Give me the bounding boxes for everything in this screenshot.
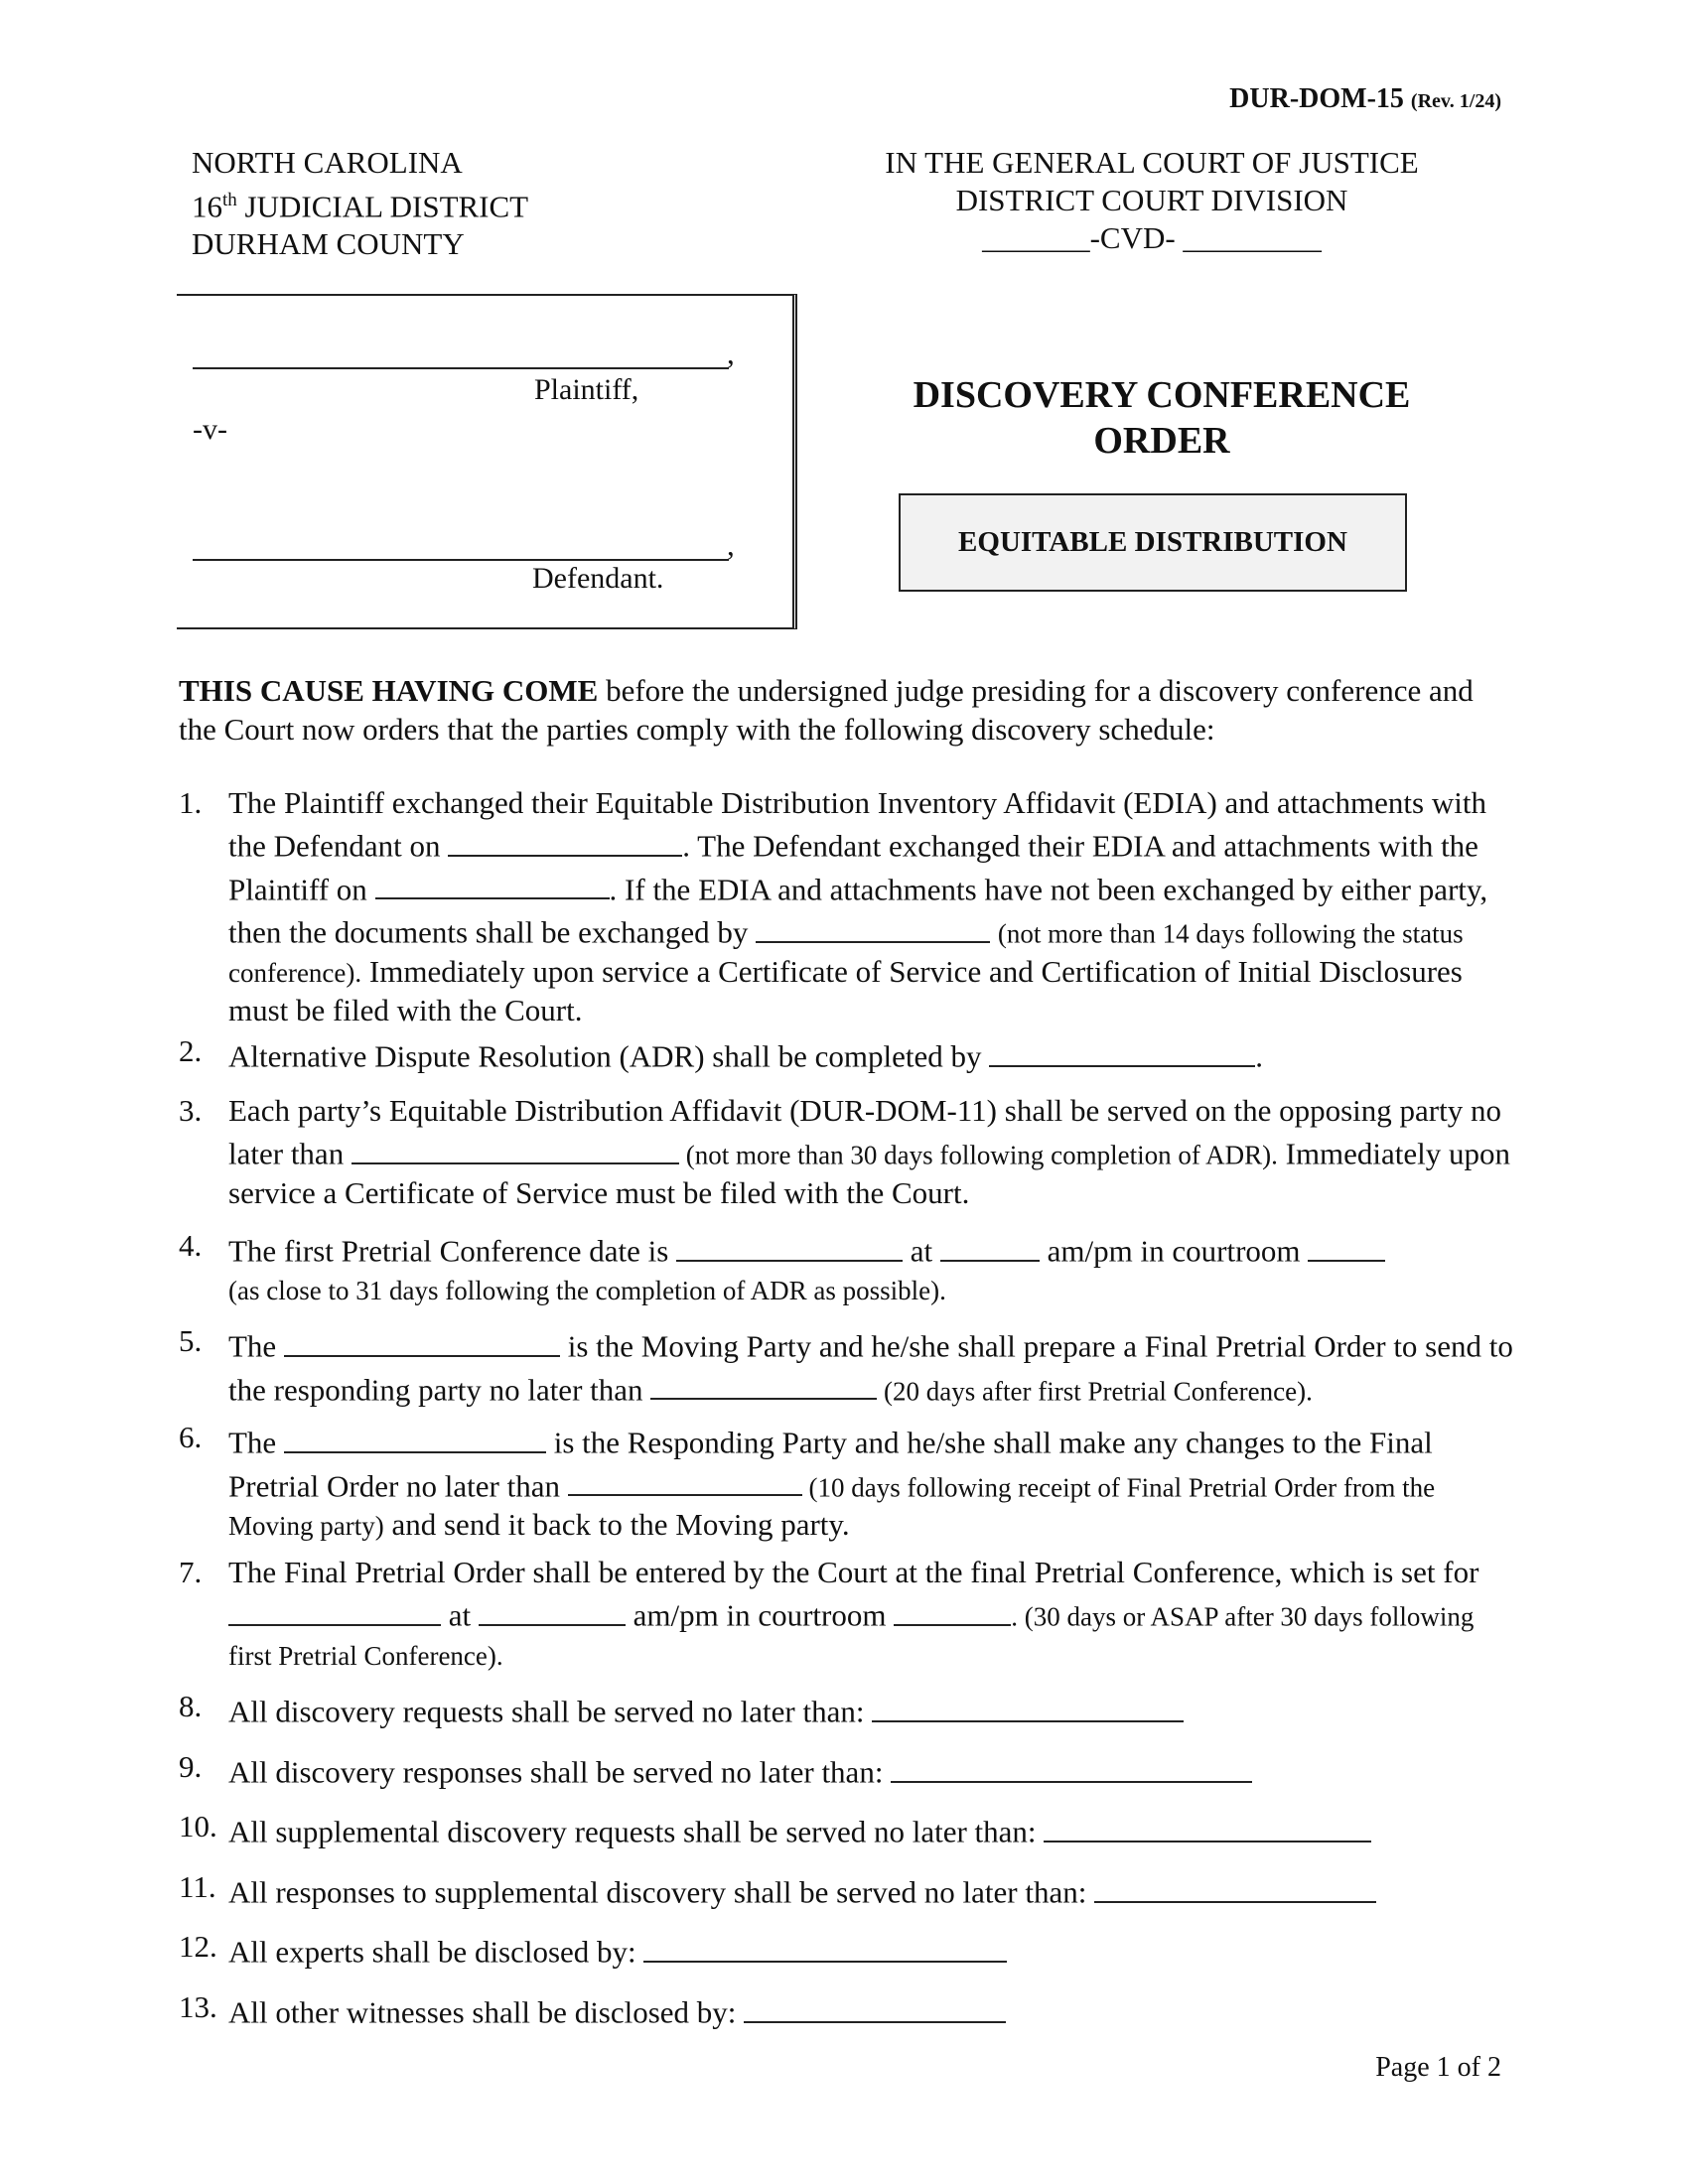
court-line: IN THE GENERAL COURT OF JUSTICE: [885, 145, 1419, 180]
pretrial-date-blank[interactable]: [676, 1227, 903, 1262]
title-line-1: DISCOVERY CONFERENCE: [913, 374, 1411, 416]
item-number: 2.: [179, 1033, 203, 1068]
list-item: [179, 1688, 1514, 1731]
item-number: 1.: [179, 785, 203, 820]
list-item: [179, 1032, 1514, 1076]
item-text: Alternative Dispute Resolution (ADR) shall be completed by: [228, 1038, 990, 1074]
page-number: Page 1 of 2: [1375, 2052, 1501, 2083]
item-text: All experts shall be disclosed by:: [228, 1934, 644, 1970]
defendant-comma: ,: [727, 527, 735, 562]
court-location-header: [192, 144, 528, 263]
item-number: 13.: [179, 1989, 217, 2024]
supplemental-responses-date-blank[interactable]: [1094, 1868, 1376, 1903]
affidavit-date-blank[interactable]: [352, 1130, 679, 1164]
district-ordinal: th: [222, 190, 237, 210]
final-order-changes-date-blank[interactable]: [568, 1462, 802, 1497]
item-text: Immediately upon service a Certificate of Service and Certification of Initial Disclosures must be filed with the Court.: [228, 953, 1463, 1027]
item-text: The Plaintiff exchanged their Equitable Distribution Inventory Affidavit (EDIA) and attachments with the Defendant on: [228, 785, 1486, 864]
final-pretrial-time-blank[interactable]: [479, 1591, 626, 1626]
court-division-header: [794, 144, 1509, 257]
list-item: [179, 1868, 1514, 1912]
list-item: [179, 1419, 1514, 1545]
intro-paragraph: [179, 671, 1514, 749]
intro-bold: THIS CAUSE HAVING COME: [179, 673, 599, 708]
list-item: [179, 1322, 1514, 1410]
item-text: All responses to supplemental discovery shall be served no later than:: [228, 1874, 1095, 1910]
item-number: 4.: [179, 1228, 203, 1263]
final-pretrial-courtroom-blank[interactable]: [894, 1591, 1011, 1626]
district-line: [192, 182, 528, 225]
experts-date-blank[interactable]: [643, 1928, 1007, 1963]
item-text: All discovery requests shall be served no later than:: [228, 1694, 873, 1729]
pretrial-time-blank[interactable]: [940, 1227, 1040, 1262]
item-note: (as close to 31 days following the completion of ADR as possible).: [228, 1275, 946, 1305]
discovery-responses-date-blank[interactable]: [891, 1748, 1252, 1783]
plaintiff-label: Plaintiff,: [534, 373, 639, 406]
item-note: (20 days after first Pretrial Conference).: [877, 1376, 1313, 1407]
item-text: All supplemental discovery requests shall be served no later than:: [228, 1814, 1045, 1849]
pretrial-courtroom-blank[interactable]: [1308, 1227, 1385, 1262]
item-number: 11.: [179, 1869, 216, 1904]
case-caption-box: [177, 294, 797, 629]
adr-date-blank[interactable]: [989, 1032, 1255, 1067]
list-item: [179, 1227, 1514, 1309]
item-text: Immediately upon service a Certificate of Service must be filed with the Court.: [228, 1136, 1511, 1210]
supplemental-requests-date-blank[interactable]: [1044, 1808, 1371, 1843]
list-item: [179, 1554, 1514, 1675]
item-number: 3.: [179, 1093, 203, 1128]
list-item: [179, 784, 1514, 1029]
list-item: [179, 1808, 1514, 1851]
district-label: JUDICIAL DISTRICT: [236, 189, 529, 224]
defendant-name-line[interactable]: [193, 559, 729, 561]
county-line: DURHAM COUNTY: [192, 226, 465, 262]
discovery-requests-date-blank[interactable]: [872, 1688, 1184, 1722]
case-number-line[interactable]: _______-CVD- _________: [982, 220, 1322, 255]
item-number: 10.: [179, 1809, 217, 1843]
witnesses-date-blank[interactable]: [744, 1988, 1006, 2023]
final-order-send-date-blank[interactable]: [650, 1366, 877, 1401]
list-item: [179, 1748, 1514, 1792]
item-number: 5.: [179, 1323, 203, 1358]
list-item: [179, 1092, 1514, 1212]
list-item: [179, 1928, 1514, 1972]
form-revision: (Rev. 1/24): [1410, 90, 1501, 112]
item-text: and send it back to the Moving party.: [383, 1507, 850, 1543]
form-code: [1229, 83, 1501, 115]
division-line: DISTRICT COURT DIVISION: [955, 183, 1348, 217]
item-text: at: [441, 1597, 479, 1633]
item-number: 8.: [179, 1689, 203, 1723]
final-pretrial-date-blank[interactable]: [228, 1591, 441, 1626]
list-item: [179, 1988, 1514, 2032]
plaintiff-name-line[interactable]: [193, 367, 729, 369]
item-text: The: [228, 1328, 284, 1364]
item-text: is the Responding Party and he/she shall make any changes to the Final Pretrial Order no later than: [228, 1425, 1433, 1504]
title-line-2: ORDER: [1093, 420, 1230, 462]
item-text: The first Pretrial Conference date is: [228, 1233, 677, 1269]
item-text: . If the EDIA and attachments have not been exchanged by either party, then the documents shall be exchanged by: [228, 872, 1488, 950]
item-note: (10 days following receipt of Final Pretrial Order from the Moving party): [228, 1472, 1436, 1542]
item-note: (not more than 30 days following completion of ADR).: [678, 1140, 1278, 1170]
item-text: . The Defendant exchanged their EDIA and attachments with the Plaintiff on: [228, 828, 1478, 907]
defendant-label: Defendant.: [532, 562, 664, 595]
equitable-distribution-box: EQUITABLE DISTRIBUTION: [899, 493, 1407, 592]
item-text: am/pm in courtroom: [625, 1597, 895, 1633]
item-text: at: [903, 1233, 940, 1269]
responding-party-blank[interactable]: [284, 1419, 546, 1453]
edia-exchange-date-blank[interactable]: [756, 908, 990, 943]
plaintiff-comma: ,: [727, 336, 735, 370]
item-number: 7.: [179, 1555, 203, 1589]
item-note: . (30 days or ASAP after 30 days following first Pretrial Conference).: [228, 1601, 1475, 1671]
state-line: NORTH CAROLINA: [192, 145, 463, 180]
form-code-text: DUR-DOM-15: [1229, 83, 1404, 114]
item-text: is the Moving Party and he/she shall prepare a Final Pretrial Order to send to the responding party no later than: [228, 1328, 1513, 1408]
moving-party-blank[interactable]: [284, 1322, 560, 1357]
item-text: Each party’s Equitable Distribution Affidavit (DUR-DOM-11) shall be served on the opposing party no later than: [228, 1093, 1501, 1171]
item-text: .: [1255, 1038, 1263, 1074]
item-text: The Final Pretrial Order shall be entered by the Court at the final Pretrial Conference, which is set for: [228, 1555, 1479, 1589]
versus-label: -v-: [193, 413, 227, 446]
item-text: The: [228, 1425, 284, 1460]
item-text: All other witnesses shall be disclosed by:: [228, 1994, 745, 2030]
edia-plaintiff-date-blank[interactable]: [448, 822, 682, 857]
document-title: [814, 372, 1509, 464]
intro-text: before the undersigned judge presiding for a discovery conference and the Court now orders that the parties comply with the following discovery schedule:: [179, 673, 1474, 747]
district-number: 16: [192, 189, 222, 224]
item-number: 12.: [179, 1929, 217, 1964]
edia-defendant-date-blank[interactable]: [375, 866, 610, 900]
item-text: am/pm in courtroom: [1039, 1233, 1309, 1269]
item-text: All discovery responses shall be served no later than:: [228, 1754, 892, 1790]
item-number: 6.: [179, 1420, 203, 1454]
item-note: (not more than 14 days following the status conference).: [228, 918, 1464, 988]
item-number: 9.: [179, 1749, 203, 1784]
